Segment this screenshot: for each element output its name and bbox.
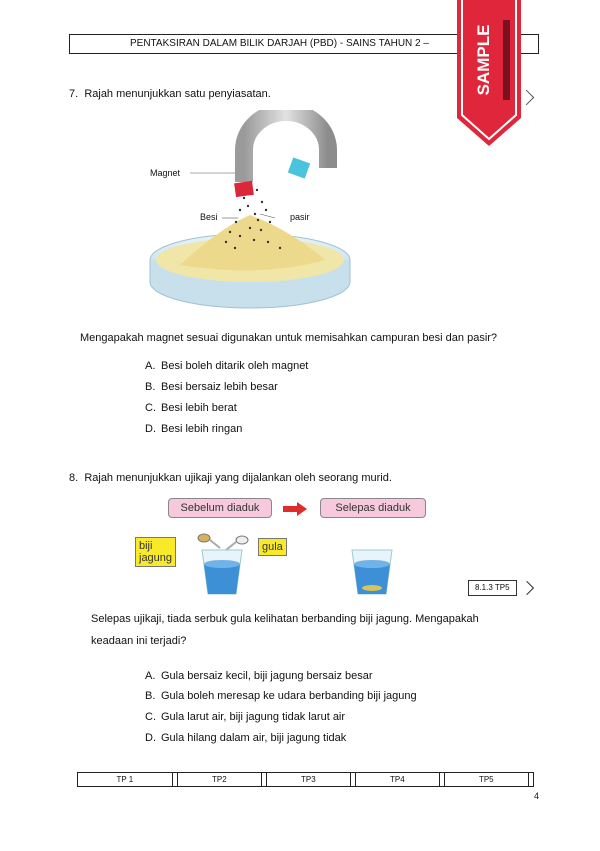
q8-option-d[interactable]: D. Gula hilang dalam air, biji jagung tidak [145,732,347,744]
page-number: 4 [534,791,540,801]
tp-table [77,772,534,787]
q8-question-line1: Selepas ujikaji, tiada serbuk gula kelihatan berbanding biji jagung. Mengapakah [91,613,479,625]
label-pasir: pasir [290,212,310,222]
tag-arrow-icon [520,581,534,595]
q8-question-line2: keadaan ini terjadi? [91,635,187,647]
label-before-stirring: Sebelum diaduk [168,498,272,518]
q7-option-b[interactable]: B. Besi bersaiz lebih besar [145,381,278,393]
label-after-stirring: Selepas diaduk [320,498,426,518]
q7-option-a[interactable]: A. Besi boleh ditarik oleh magnet [145,360,309,372]
label-magnet: Magnet [150,168,181,178]
q8-stem: 8. Rajah menunjukkan ujikaji yang dijalankan oleh seorang murid. [69,472,392,484]
tp-cell: TP5 [444,773,528,787]
corner-arrow-icon [519,90,535,106]
q8-option-c[interactable]: C. Gula larut air, biji jagung tidak larut air [145,711,346,723]
page-header: PENTAKSIRAN DALAM BILIK DARJAH (PBD) - SAINS TAHUN 2 – [69,34,539,54]
label-sugar: gula [258,538,287,556]
sample-stamp [457,0,521,146]
label-corn-seeds: biji jagung [135,537,176,567]
q7-question: Mengapakah magnet sesuai digunakan untuk memisahkan campuran besi dan pasir? [80,332,498,344]
tp-cell: TP 1 [78,773,173,787]
q7-figure [140,110,360,325]
q8-option-b[interactable]: B. Gula boleh meresap ke udara berbanding biji jagung [145,690,417,702]
tp-blank-cell[interactable] [528,773,533,787]
q7-stem: 7. Rajah menunjukkan satu penyiasatan. [69,88,271,100]
skill-tag: 8.1.3 TP5 [468,580,517,596]
tp-cell: TP2 [178,773,262,787]
q8-option-a[interactable]: A. Gula bersaiz kecil, biji jagung bersaiz besar [145,670,373,682]
tp-cell: TP4 [356,773,440,787]
q7-option-d[interactable]: D. Besi lebih ringan [145,423,243,435]
tp-cell: TP3 [267,773,351,787]
stamp-text: SAMPLE [474,24,493,96]
arrow-right-icon [283,502,307,521]
q7-option-c[interactable]: C. Besi lebih berat [145,402,237,414]
label-besi: Besi [200,212,218,222]
q8-figure [190,528,430,598]
